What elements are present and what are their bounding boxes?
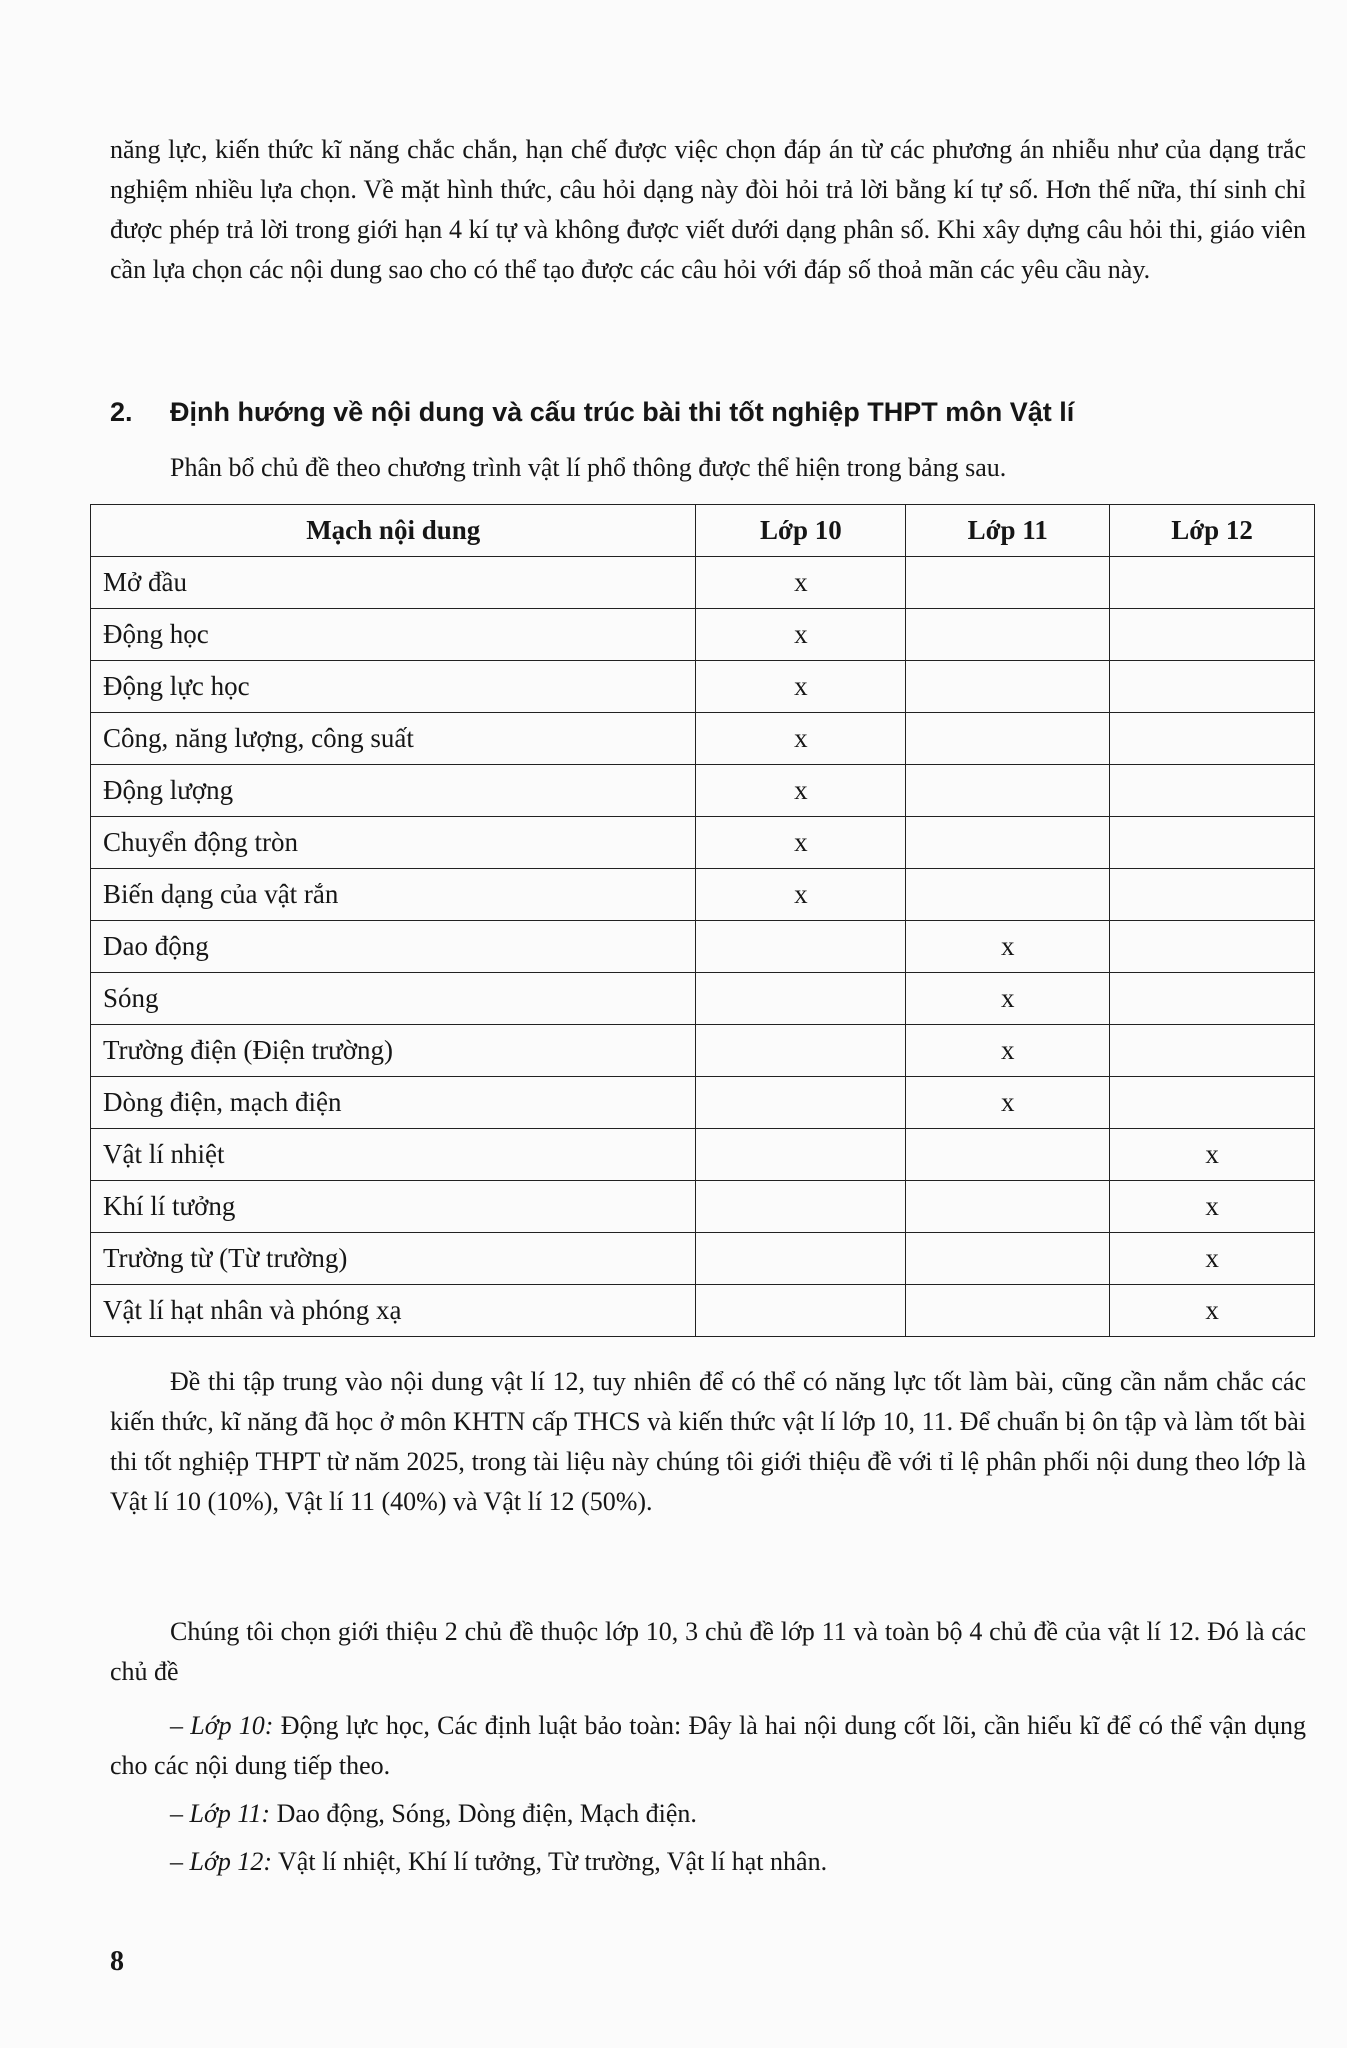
grade-mark-cell bbox=[696, 1077, 906, 1129]
grade-mark-cell: x bbox=[906, 1077, 1110, 1129]
topic-cell: Biến dạng của vật rắn bbox=[91, 869, 696, 921]
topic-cell: Dòng điện, mạch điện bbox=[91, 1077, 696, 1129]
grade-mark-cell bbox=[1110, 557, 1315, 609]
table-row bbox=[91, 765, 1315, 817]
topic-cell: Công, năng lượng, công suất bbox=[91, 713, 696, 765]
grade-topic-list bbox=[110, 1706, 1306, 1890]
grade-mark-cell: x bbox=[696, 765, 906, 817]
table-row bbox=[91, 973, 1315, 1025]
table-row bbox=[91, 1233, 1315, 1285]
list-item-text: Vật lí nhiệt, Khí lí tưởng, Từ trường, Vật lí hạt nhân. bbox=[272, 1847, 828, 1876]
grade-mark-cell bbox=[906, 1285, 1110, 1337]
grade-mark-cell bbox=[696, 1181, 906, 1233]
table-row bbox=[91, 713, 1315, 765]
grade-mark-cell bbox=[1110, 661, 1315, 713]
topic-cell: Dao động bbox=[91, 921, 696, 973]
table-body bbox=[91, 557, 1315, 1337]
grade-mark-cell bbox=[1110, 973, 1315, 1025]
grade-mark-cell: x bbox=[906, 973, 1110, 1025]
grade-mark-cell: x bbox=[696, 661, 906, 713]
grade-mark-cell: x bbox=[1110, 1129, 1315, 1181]
grade-mark-cell: x bbox=[696, 609, 906, 661]
grade-mark-cell bbox=[1110, 609, 1315, 661]
header-grade-11: Lớp 11 bbox=[906, 505, 1110, 557]
topic-cell: Trường từ (Từ trường) bbox=[91, 1233, 696, 1285]
table-caption: Phân bổ chủ đề theo chương trình vật lí phổ thông được thể hiện trong bảng sau. bbox=[170, 453, 1007, 482]
topic-cell: Trường điện (Điện trường) bbox=[91, 1025, 696, 1077]
topic-cell: Sóng bbox=[91, 973, 696, 1025]
grade-mark-cell bbox=[696, 921, 906, 973]
grade-mark-cell bbox=[906, 1233, 1110, 1285]
topic-cell: Động lực học bbox=[91, 661, 696, 713]
grade-mark-cell bbox=[1110, 1025, 1315, 1077]
grade-mark-cell bbox=[696, 973, 906, 1025]
topic-cell: Vật lí hạt nhân và phóng xạ bbox=[91, 1285, 696, 1337]
table-row bbox=[91, 557, 1315, 609]
topic-distribution-table bbox=[90, 504, 1315, 1337]
table-row bbox=[91, 869, 1315, 921]
header-content-strand: Mạch nội dung bbox=[91, 505, 696, 557]
table-row bbox=[91, 817, 1315, 869]
list-item-text: Động lực học, Các định luật bảo toàn: Đây là hai nội dung cốt lõi, cần hiểu kĩ để có thể vận dụng cho các nội dung tiếp theo. bbox=[110, 1711, 1307, 1780]
intro-paragraph: năng lực, kiến thức kĩ năng chắc chắn, hạn chế được việc chọn đáp án từ các phương án nhiễu như của dạng trắc nghiệm nhiều lựa chọn. Về mặt hình thức, câu hỏi dạng này đòi hỏi trả lời bằng kí tự số. Hơn thế nữa, thí sinh chỉ được phép trả lời trong giới hạn 4 kí tự và không được viết dưới dạng phân số. Khi xây dựng câu hỏi thi, giáo viên cần lựa chọn các nội dung sao cho có thể tạo được các câu hỏi với đáp số thoả mãn các yêu cầu này. bbox=[110, 135, 1306, 284]
grade-mark-cell: x bbox=[1110, 1233, 1315, 1285]
table-row bbox=[91, 1077, 1315, 1129]
grade-mark-cell bbox=[906, 1129, 1110, 1181]
chosen-topics-paragraph: Chúng tôi chọn giới thiệu 2 chủ đề thuộc lớp 10, 3 chủ đề lớp 11 và toàn bộ 4 chủ đề của vật lí 12. Đó là các chủ đề bbox=[110, 1617, 1306, 1686]
grade-mark-cell bbox=[1110, 765, 1315, 817]
header-grade-12: Lớp 12 bbox=[1110, 505, 1315, 557]
grade-mark-cell: x bbox=[1110, 1285, 1315, 1337]
grade-mark-cell bbox=[1110, 921, 1315, 973]
section-number: 2. bbox=[110, 397, 133, 427]
section-title: Định hướng về nội dung và cấu trúc bài thi tốt nghiệp THPT môn Vật lí bbox=[170, 397, 1075, 427]
list-item-label: – Lớp 12: bbox=[170, 1847, 272, 1876]
grade-mark-cell bbox=[906, 609, 1110, 661]
grade-mark-cell bbox=[696, 1285, 906, 1337]
topic-cell: Vật lí nhiệt bbox=[91, 1129, 696, 1181]
list-item bbox=[110, 1794, 1306, 1834]
table-row bbox=[91, 1025, 1315, 1077]
grade-mark-cell: x bbox=[906, 1025, 1110, 1077]
section-heading bbox=[110, 392, 1306, 432]
grade-mark-cell bbox=[906, 557, 1110, 609]
grade-mark-cell bbox=[1110, 817, 1315, 869]
table-row bbox=[91, 921, 1315, 973]
grade-mark-cell bbox=[696, 1025, 906, 1077]
list-item-label: – Lớp 11: bbox=[170, 1799, 271, 1828]
topic-cell: Khí lí tưởng bbox=[91, 1181, 696, 1233]
grade-mark-cell bbox=[906, 869, 1110, 921]
grade-mark-cell: x bbox=[696, 869, 906, 921]
grade-mark-cell bbox=[1110, 869, 1315, 921]
topic-cell: Động học bbox=[91, 609, 696, 661]
grade-mark-cell bbox=[906, 1181, 1110, 1233]
grade-mark-cell: x bbox=[696, 817, 906, 869]
grade-mark-cell: x bbox=[696, 713, 906, 765]
grade-mark-cell: x bbox=[906, 921, 1110, 973]
list-item-text: Dao động, Sóng, Dòng điện, Mạch điện. bbox=[270, 1799, 697, 1828]
content-ratio-paragraph: Đề thi tập trung vào nội dung vật lí 12, tuy nhiên để có thể có năng lực tốt làm bài, cũng cần nắm chắc các kiến thức, kĩ năng đã học ở môn KHTN cấp THCS và kiến thức vật lí lớp 10, 11. Để chuẩn bị ôn tập và làm tốt bài thi tốt nghiệp THPT từ năm 2025, trong tài liệu này chúng tôi giới thiệu đề với tỉ lệ phân phối nội dung theo lớp là Vật lí 10 (10%), Vật lí 11 (40%) và Vật lí 12 (50%). bbox=[110, 1367, 1306, 1516]
table-row bbox=[91, 1129, 1315, 1181]
table-row bbox=[91, 1285, 1315, 1337]
grade-mark-cell: x bbox=[696, 557, 906, 609]
page-number: 8 bbox=[110, 1946, 124, 1977]
list-item bbox=[110, 1842, 1306, 1882]
list-item-label: – Lớp 10: bbox=[170, 1711, 274, 1740]
grade-mark-cell bbox=[906, 817, 1110, 869]
grade-mark-cell bbox=[696, 1233, 906, 1285]
grade-mark-cell bbox=[1110, 1077, 1315, 1129]
grade-mark-cell bbox=[696, 1129, 906, 1181]
topic-cell: Mở đầu bbox=[91, 557, 696, 609]
grade-mark-cell bbox=[906, 713, 1110, 765]
list-item bbox=[110, 1706, 1306, 1786]
grade-mark-cell bbox=[1110, 713, 1315, 765]
grade-mark-cell: x bbox=[1110, 1181, 1315, 1233]
table-header-row bbox=[91, 505, 1315, 557]
grade-mark-cell bbox=[906, 661, 1110, 713]
table-row bbox=[91, 609, 1315, 661]
topic-cell: Động lượng bbox=[91, 765, 696, 817]
table-row bbox=[91, 1181, 1315, 1233]
header-grade-10: Lớp 10 bbox=[696, 505, 906, 557]
topic-cell: Chuyển động tròn bbox=[91, 817, 696, 869]
grade-mark-cell bbox=[906, 765, 1110, 817]
table-row bbox=[91, 661, 1315, 713]
